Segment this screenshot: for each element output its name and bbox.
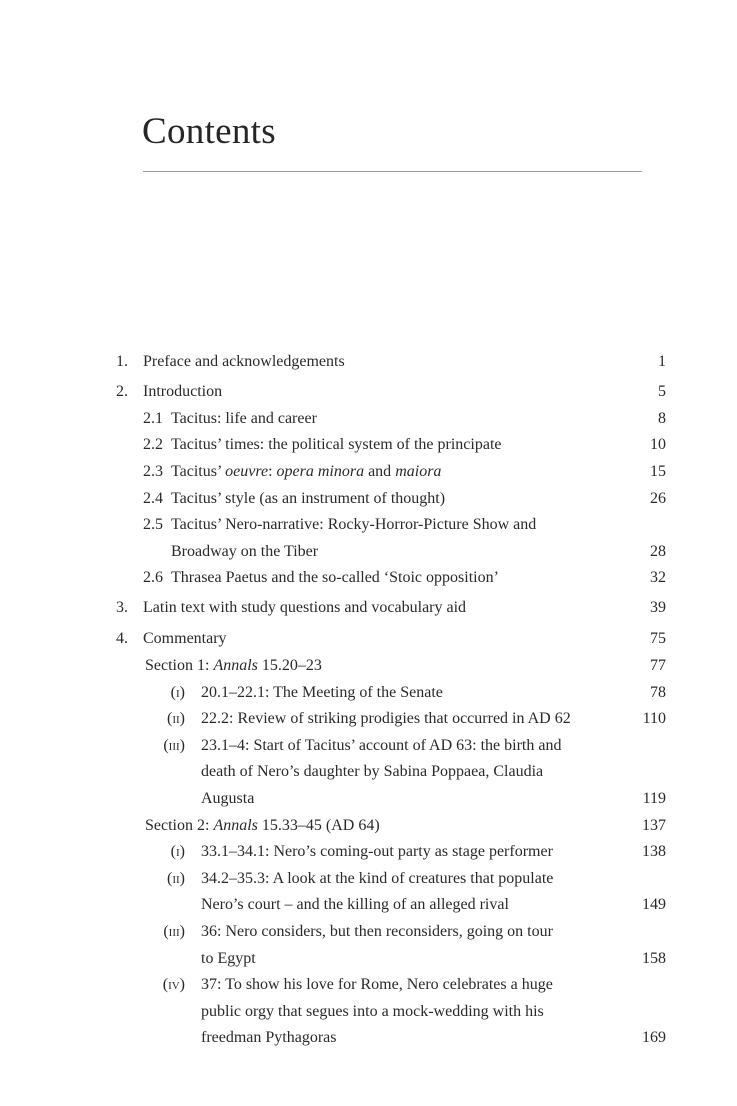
entry-title-line: Section 2: Annals 15.33–45 (AD 64) xyxy=(145,816,380,834)
entry-title-line: Tacitus: life and career xyxy=(171,409,317,427)
title-rule xyxy=(143,171,642,172)
entry-number: (i) xyxy=(170,683,185,701)
entry-title-line: 20.1–22.1: The Meeting of the Senate xyxy=(201,683,443,701)
entry-title-line: Section 1: Annals 15.20–23 xyxy=(145,657,322,675)
entry-page-number: 15 xyxy=(650,462,666,480)
entry-number: (ii) xyxy=(167,869,185,887)
toc-entry[interactable] xyxy=(0,706,737,733)
entry-page-number: 32 xyxy=(650,569,666,587)
entry-title-line: death of Nero’s daughter by Sabina Poppaea, Claudia xyxy=(201,763,544,781)
entry-number: 2.1 xyxy=(143,409,163,427)
entry-title-line: Tacitus’ Nero-narrative: Rocky-Horror-Picture Show and xyxy=(171,516,537,534)
toc-entry[interactable] xyxy=(0,866,737,919)
entry-page-number: 28 xyxy=(650,542,666,560)
entry-number: 2.6 xyxy=(143,569,163,587)
entry-number: (i) xyxy=(170,843,185,861)
entry-number: 1. xyxy=(116,353,128,370)
entry-page-number: 78 xyxy=(650,683,666,701)
entry-page-number: 110 xyxy=(642,710,666,728)
entry-page-number: 137 xyxy=(642,816,666,834)
entry-title-line: Tacitus’ style (as an instrument of thought) xyxy=(171,489,446,507)
entry-number: (iii) xyxy=(163,923,185,941)
entry-number: 4. xyxy=(116,629,128,647)
entry-number: (iv) xyxy=(162,976,185,994)
entry-title-line: 23.1–4: Start of Tacitus’ account of AD 63: the birth and xyxy=(201,736,562,754)
toc-entry[interactable] xyxy=(0,486,737,513)
entry-number: 2. xyxy=(116,383,128,401)
page-title: Contents xyxy=(142,111,276,152)
entry-title-line: Latin text with study questions and vocabulary aid xyxy=(143,599,467,617)
entry-title-line: to Egypt xyxy=(201,949,256,967)
entry-number: 2.5 xyxy=(143,516,163,534)
toc-entry[interactable] xyxy=(0,733,737,813)
entry-page-number: 26 xyxy=(650,489,666,507)
entry-page-number: 10 xyxy=(650,436,666,454)
entry-number: 2.2 xyxy=(143,436,163,454)
entry-page-number: 149 xyxy=(642,896,666,914)
toc-entry[interactable] xyxy=(0,565,737,592)
entry-title-line: Augusta xyxy=(201,790,255,808)
entry-page-number: 8 xyxy=(658,409,666,427)
entry-title-line: Nero’s court – and the killing of an alleged rival xyxy=(201,896,509,914)
toc-entry[interactable] xyxy=(0,349,737,376)
entry-number: (iii) xyxy=(163,736,185,754)
toc-entry[interactable] xyxy=(0,379,737,406)
toc-entry[interactable] xyxy=(0,919,737,972)
toc-entry[interactable] xyxy=(0,972,737,1052)
toc-entry[interactable] xyxy=(0,680,737,707)
toc-entry[interactable] xyxy=(0,459,737,486)
toc-entry[interactable] xyxy=(0,839,737,866)
entry-page-number: 169 xyxy=(642,1029,666,1047)
entry-number: 2.3 xyxy=(143,462,163,480)
entry-title-line: 22.2: Review of striking prodigies that occurred in AD 62 xyxy=(201,710,571,728)
entry-page-number: 119 xyxy=(642,790,666,808)
entry-title-line: Tacitus’ times: the political system of the principate xyxy=(171,436,502,454)
entry-page-number: 1 xyxy=(658,353,666,370)
entry-page-number: 39 xyxy=(650,599,666,617)
entry-title-line: Introduction xyxy=(143,383,223,401)
entry-number: (ii) xyxy=(167,710,185,728)
entry-page-number: 5 xyxy=(658,383,666,401)
entry-number: 2.4 xyxy=(143,489,163,507)
entry-title-line: Commentary xyxy=(143,629,227,647)
entry-page-number: 77 xyxy=(650,657,666,675)
toc-entry[interactable] xyxy=(0,406,737,433)
entry-title-line: 33.1–34.1: Nero’s coming-out party as stage performer xyxy=(201,843,553,861)
toc-entry[interactable] xyxy=(0,432,737,459)
entry-page-number: 75 xyxy=(650,629,666,647)
entry-title-line: Preface and acknowledgements xyxy=(143,353,345,370)
entry-title-line: Tacitus’ oeuvre: opera minora and maiora xyxy=(171,462,442,480)
entry-title-line: freedman Pythagoras xyxy=(201,1029,337,1047)
entry-page-number: 138 xyxy=(642,843,666,861)
entry-title-line: 34.2–35.3: A look at the kind of creatures that populate xyxy=(201,869,554,887)
entry-title-line: Broadway on the Tiber xyxy=(171,542,319,560)
toc-entry[interactable] xyxy=(0,512,737,565)
toc-entry[interactable] xyxy=(0,595,737,622)
toc-entry[interactable] xyxy=(0,653,737,680)
entry-title-line: 37: To show his love for Rome, Nero celebrates a huge xyxy=(201,976,553,994)
entry-title-line: public orgy that segues into a mock-wedding with his xyxy=(201,1002,544,1020)
entry-title-line: 36: Nero considers, but then reconsiders, going on tour xyxy=(201,923,553,941)
entry-page-number: 158 xyxy=(642,949,666,967)
entry-number: 3. xyxy=(116,599,128,617)
toc-entry[interactable] xyxy=(0,813,737,840)
entry-title-line: Thrasea Paetus and the so-called ‘Stoic opposition’ xyxy=(171,569,499,587)
toc-entry[interactable] xyxy=(0,626,737,653)
